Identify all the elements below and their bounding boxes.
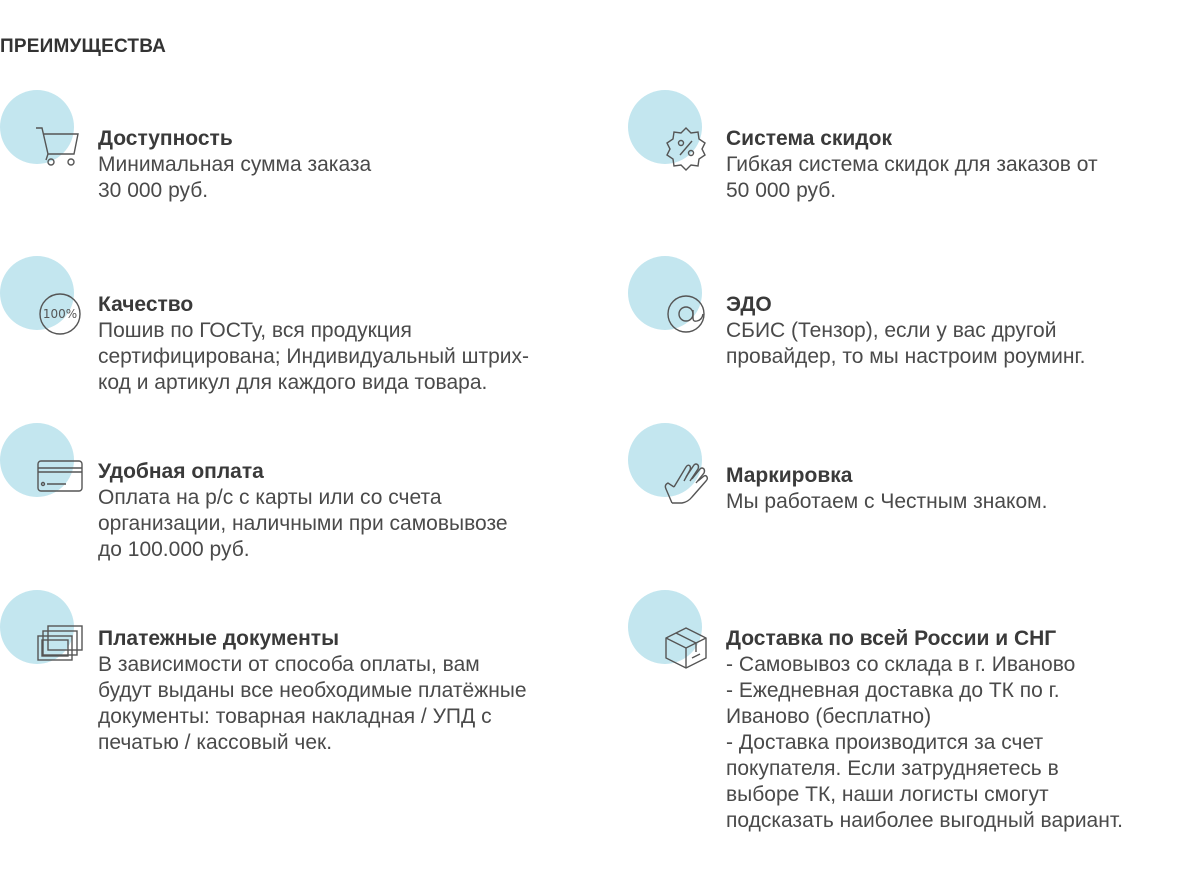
feature-description: Мы работаем с Честным знаком.	[726, 490, 1048, 513]
svg-text:100%: 100%	[42, 307, 78, 321]
feature-description: - Самовывоз со склада в г. Иваново - Ежедневная доставка до ТК по г. Иваново (бесплатно) - Доставка производится за счет покупателя. Если затрудняетесь в выборе ТК, наши логисты смогут подсказать наиболее выгодный вариант.	[726, 653, 1123, 832]
package-box-icon	[662, 624, 710, 672]
feature-description: Оплата на р/с с карты или со счета организации, наличными при самовывозе до 100.000 руб.	[98, 486, 508, 561]
hand-icon	[662, 459, 710, 507]
feature-title: Доставка по всей России и СНГ	[726, 627, 1057, 650]
feature-description: Гибкая система скидок для заказов от 50 000 руб.	[726, 153, 1098, 202]
at-sign-icon	[662, 290, 710, 338]
feature-description: Минимальная сумма заказа 30 000 руб.	[98, 153, 372, 202]
documents-icon	[36, 622, 84, 670]
feature-title: Доступность	[98, 127, 233, 150]
credit-card-icon	[36, 453, 84, 501]
feature-title: Маркировка	[726, 464, 853, 487]
feature-description: В зависимости от способа оплаты, вам будут выданы все необходимые платёжные документы: товарная накладная / УПД с печатью / кассовый чек.	[98, 653, 527, 754]
feature-title: Удобная оплата	[98, 460, 264, 483]
section-title: ПРЕИМУЩЕСТВА	[0, 36, 167, 57]
discount-badge-icon	[662, 124, 710, 172]
feature-description: Пошив по ГОСТу, вся продукция сертифицирована; Индивидуальный штрих- код и артикул для каждого вида товара.	[98, 319, 529, 394]
feature-title: Система скидок	[726, 127, 892, 150]
feature-title: Качество	[98, 293, 194, 316]
feature-title: ЭДО	[726, 293, 772, 316]
feature-description: СБИС (Тензор), если у вас другой провайдер, то мы настроим роуминг.	[726, 319, 1086, 368]
cart-icon	[34, 124, 82, 172]
feature-title: Платежные документы	[98, 627, 340, 650]
quality-100-icon	[36, 290, 84, 338]
